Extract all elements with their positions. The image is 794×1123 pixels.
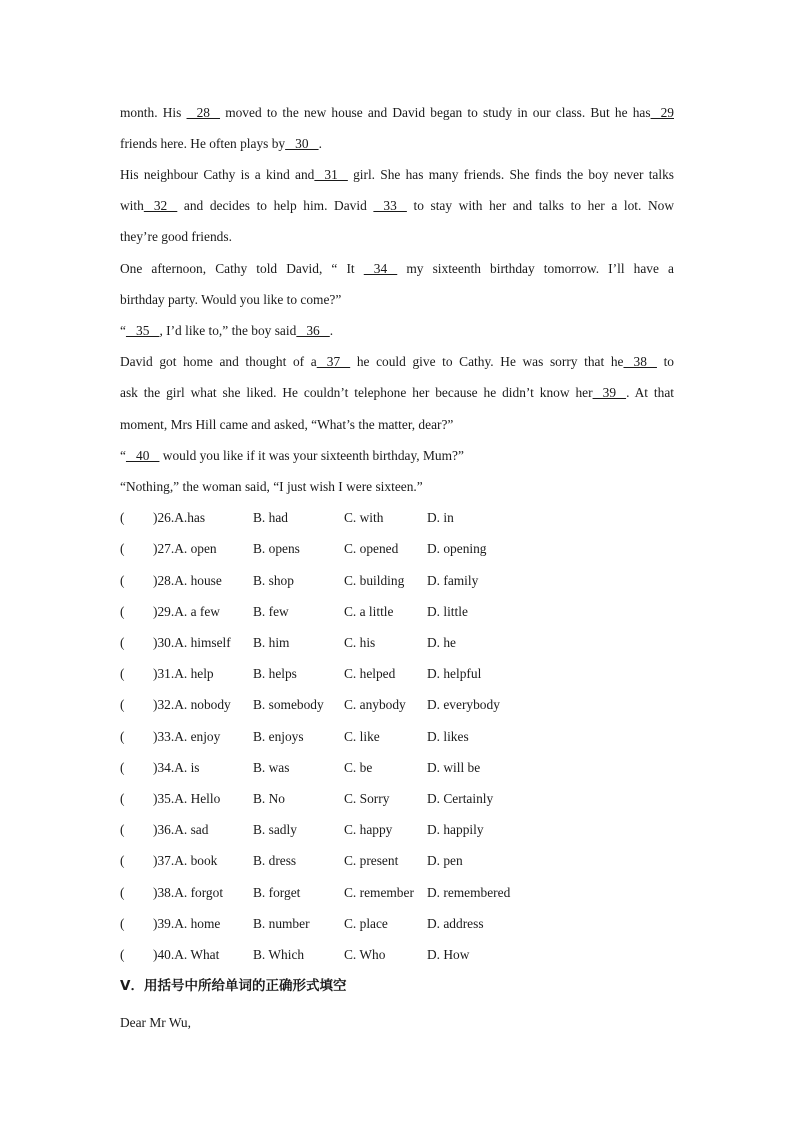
- answer-paren: (: [120, 947, 125, 962]
- option-b: B. sadly: [253, 822, 297, 837]
- question-32: [120, 696, 680, 714]
- blank-39: 39: [592, 385, 627, 400]
- option-d: D. opening: [427, 541, 487, 556]
- option-b: B. dress: [253, 853, 297, 868]
- option-c: C. anybody: [344, 697, 406, 712]
- passage-text: “: [120, 323, 126, 338]
- passage-line: [120, 447, 674, 465]
- section-heading: V．用括号中所给单词的正确形式填空: [120, 978, 347, 994]
- option-a: )26.A.has: [153, 510, 206, 525]
- option-b: B. had: [253, 510, 288, 525]
- blank-37: 37: [316, 354, 351, 369]
- option-d: D. happily: [427, 822, 484, 837]
- option-b: B. enjoys: [253, 729, 304, 744]
- option-a: )30.A. himself: [153, 635, 231, 650]
- blank-34: 34: [363, 261, 398, 276]
- option-a: )32.A. nobody: [153, 697, 231, 712]
- passage-line: [120, 291, 674, 309]
- question-30: [120, 634, 680, 652]
- option-d: D. everybody: [427, 697, 500, 712]
- passage-line: [120, 197, 674, 215]
- blank-28: 28: [186, 105, 221, 120]
- option-c: C. remember: [344, 885, 414, 900]
- answer-paren: (: [120, 666, 125, 681]
- answer-paren: (: [120, 885, 125, 900]
- passage-line: [120, 228, 674, 246]
- option-c: C. be: [344, 760, 373, 775]
- question-36: [120, 821, 680, 839]
- passage-text: would you like if it was your sixteenth birthday, Mum?”: [159, 448, 464, 463]
- option-a: )35.A. Hello: [153, 791, 221, 806]
- option-a: )27.A. open: [153, 541, 217, 556]
- passage-text: to stay with her and talks to her a lot. Now: [406, 198, 674, 213]
- passage-text: , I’d like to,” the boy said: [159, 323, 297, 338]
- option-c: C. present: [344, 853, 399, 868]
- question-27: [120, 540, 680, 558]
- option-b: B. forget: [253, 885, 301, 900]
- passage-text: .: [318, 136, 322, 151]
- option-d: D. address: [427, 916, 484, 931]
- blank-30: 30: [285, 136, 319, 151]
- blank-31: 31: [314, 167, 348, 182]
- option-c: C. Who: [344, 947, 386, 962]
- blank-36: 36: [296, 323, 330, 338]
- passage-line: [120, 260, 674, 278]
- passage-line: [120, 384, 674, 402]
- option-d: D. How: [427, 947, 470, 962]
- passage-text: he could give to Cathy. He was sorry that he: [350, 354, 624, 369]
- option-a: )40.A. What: [153, 947, 220, 962]
- passage-text: friends here. He often plays by: [120, 136, 286, 151]
- option-a: )39.A. home: [153, 916, 221, 931]
- option-c: C. his: [344, 635, 376, 650]
- option-d: D. he: [427, 635, 457, 650]
- passage-text: ask the girl what she liked. He couldn’t telephone her because he didn’t know her: [120, 385, 593, 400]
- question-35: [120, 790, 680, 808]
- blank-35: 35: [125, 323, 160, 338]
- passage-line: [120, 416, 674, 434]
- passage-line: [120, 322, 674, 340]
- answer-paren: (: [120, 635, 125, 650]
- option-b: B. opens: [253, 541, 300, 556]
- question-39: [120, 915, 680, 933]
- option-b: B. was: [253, 760, 290, 775]
- option-b: B. number: [253, 916, 310, 931]
- passage-text: moment, Mrs Hill came and asked, “What’s the matter, dear?”: [120, 417, 454, 432]
- option-d: D. little: [427, 604, 468, 619]
- question-26: [120, 509, 680, 527]
- option-a: )34.A. is: [153, 760, 200, 775]
- passage-line: [120, 135, 674, 153]
- option-a: )38.A. forgot: [153, 885, 224, 900]
- option-c: C. Sorry: [344, 791, 390, 806]
- option-a: )33.A. enjoy: [153, 729, 221, 744]
- answer-paren: (: [120, 853, 125, 868]
- passage-text: moved to the new house and David began to study in our class. But he has: [220, 105, 651, 120]
- option-b: B. him: [253, 635, 290, 650]
- option-b: B. helps: [253, 666, 297, 681]
- passage-text: David got home and thought of a: [120, 354, 317, 369]
- answer-paren: (: [120, 791, 125, 806]
- question-40: [120, 946, 680, 964]
- question-34: [120, 759, 680, 777]
- blank-32: 32: [143, 198, 178, 213]
- passage-text: . At that: [626, 385, 674, 400]
- passage-text: month. His: [120, 105, 187, 120]
- answer-paren: (: [120, 916, 125, 931]
- passage-text: .: [329, 323, 334, 338]
- option-b: B. No: [253, 791, 285, 806]
- passage-text: birthday party. Would you like to come?”: [120, 292, 342, 307]
- answer-paren: (: [120, 760, 125, 775]
- passage-line: [120, 104, 674, 122]
- option-c: C. happy: [344, 822, 393, 837]
- option-d: D. helpful: [427, 666, 482, 681]
- blank-40: 40: [125, 448, 160, 463]
- passage-text: His neighbour Cathy is a kind and: [120, 167, 315, 182]
- option-c: C. like: [344, 729, 380, 744]
- passage-line: [120, 478, 674, 496]
- passage-text: my sixteenth birthday tomorrow. I’ll have a: [397, 261, 674, 276]
- option-a: )31.A. help: [153, 666, 214, 681]
- passage-line: [120, 166, 674, 184]
- option-d: D. remembered: [427, 885, 511, 900]
- option-c: C. with: [344, 510, 384, 525]
- passage-text: “: [120, 448, 126, 463]
- passage-text: to: [656, 354, 674, 369]
- passage-text: girl. She has many friends. She finds the boy never talks: [347, 167, 675, 182]
- answer-paren: (: [120, 822, 125, 837]
- option-b: B. shop: [253, 573, 294, 588]
- question-33: [120, 728, 680, 746]
- answer-paren: (: [120, 729, 125, 744]
- option-d: D. in: [427, 510, 454, 525]
- option-d: D. will be: [427, 760, 481, 775]
- blank-33: 33: [373, 198, 407, 213]
- option-a: )28.A. house: [153, 573, 222, 588]
- passage-text: One afternoon, Cathy told David, “ It: [120, 261, 364, 276]
- option-a: )37.A. book: [153, 853, 218, 868]
- passage-text: and decides to help him. David: [177, 198, 374, 213]
- answer-paren: (: [120, 697, 125, 712]
- option-d: D. likes: [427, 729, 469, 744]
- option-b: B. Which: [253, 947, 305, 962]
- option-c: C. place: [344, 916, 388, 931]
- question-37: [120, 852, 680, 870]
- passage-text: they’re good friends.: [120, 229, 232, 244]
- option-c: C. helped: [344, 666, 396, 681]
- option-c: C. a little: [344, 604, 394, 619]
- blank-29: 29: [650, 105, 674, 120]
- option-a: )29.A. a few: [153, 604, 220, 619]
- blank-38: 38: [623, 354, 657, 369]
- answer-paren: (: [120, 604, 125, 619]
- question-29: [120, 603, 680, 621]
- question-31: [120, 665, 680, 683]
- answer-paren: (: [120, 541, 125, 556]
- option-c: C. building: [344, 573, 405, 588]
- passage-text: with: [120, 198, 144, 213]
- passage-line: [120, 353, 674, 371]
- letter-greeting: Dear Mr Wu,: [120, 1015, 191, 1030]
- option-d: D. family: [427, 573, 479, 588]
- passage-text: “Nothing,” the woman said, “I just wish I were sixteen.”: [120, 479, 423, 494]
- option-a: )36.A. sad: [153, 822, 209, 837]
- option-c: C. opened: [344, 541, 399, 556]
- option-b: B. somebody: [253, 697, 324, 712]
- option-b: B. few: [253, 604, 289, 619]
- option-d: D. pen: [427, 853, 463, 868]
- question-38: [120, 884, 680, 902]
- answer-paren: (: [120, 573, 125, 588]
- option-d: D. Certainly: [427, 791, 494, 806]
- answer-paren: (: [120, 510, 125, 525]
- question-28: [120, 572, 680, 590]
